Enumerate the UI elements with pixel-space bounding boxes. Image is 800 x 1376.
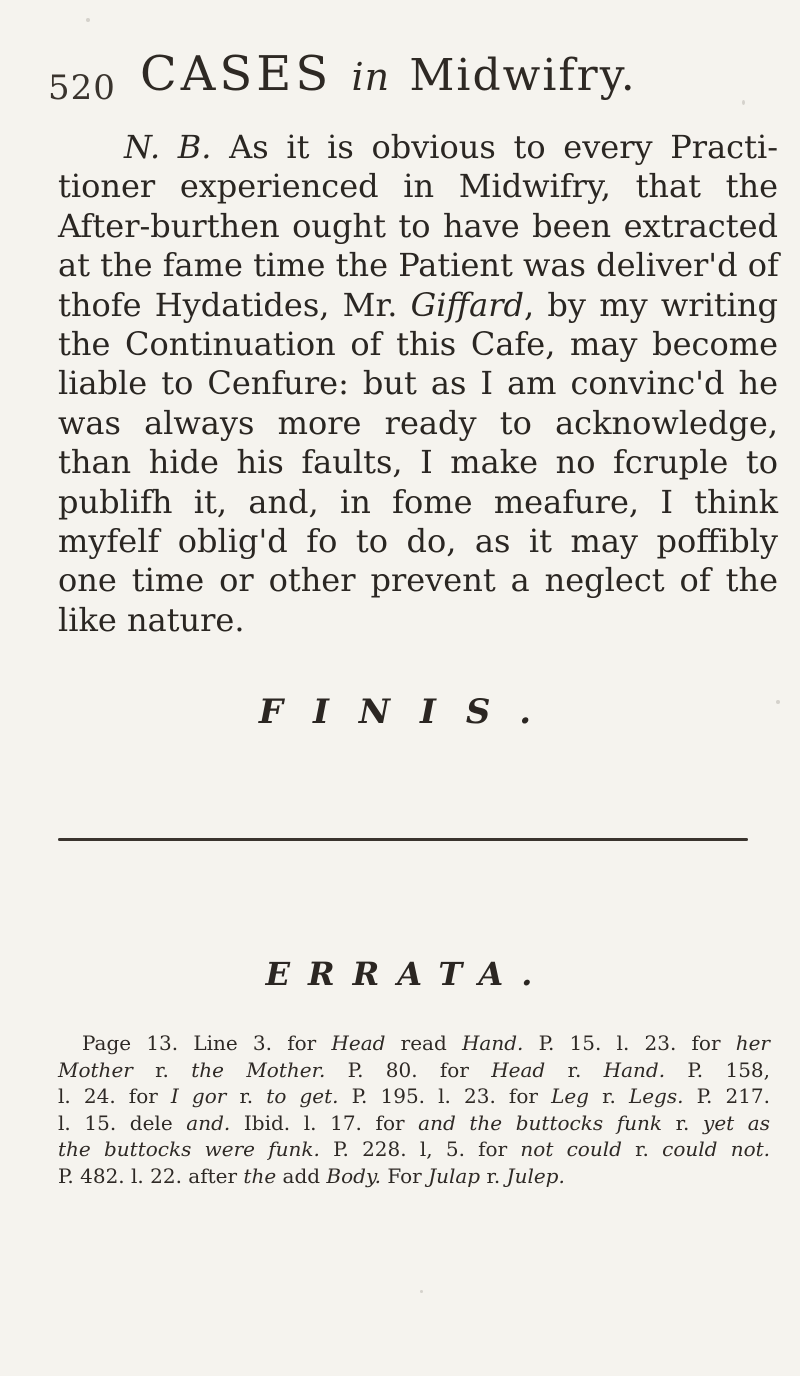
nota-bene-paragraph (58, 128, 778, 640)
errata-line: P. 482. l. 22. after the add Body. For Julap r. Julep. (58, 1163, 565, 1188)
paper-speck (742, 100, 745, 105)
nota-bene-label: N. B. (124, 128, 212, 166)
errata-line: Mother r. the Mother. P. 80. for Head r. Hand. P. 158, (58, 1057, 771, 1082)
paragraph-line: N. B. As it is obvious to every Practi- (124, 128, 779, 166)
paragraph-line: the Continuation of this Cafe, may become (58, 325, 778, 364)
paragraph-line: thofe Hydatides, Mr. Giffard, by my writing (58, 285, 779, 324)
running-title (140, 46, 637, 102)
paragraph-line: like nature. (58, 600, 245, 639)
page-number: 520 (48, 68, 116, 108)
paragraph-line: myfelf oblig'd fo to do, as it may poffibly (58, 522, 778, 561)
errata-line: the buttocks were funk. P. 228. l, 5. for not could r. could not. (58, 1137, 771, 1161)
paragraph-line: liable to Cenfure: but as I am convinc'd he (58, 364, 778, 403)
errata-line: l. 24. for I gor r. to get. P. 195. l. 23. for Leg r. Legs. P. 217. (58, 1084, 771, 1108)
errata-heading: ERRATA. (265, 955, 551, 993)
running-title-in: in (351, 55, 391, 99)
errata-line: l. 15. dele and. Ibid. l. 17. for and the buttocks funk r. yet as (58, 1110, 770, 1135)
running-title-midwifry: Midwifry. (409, 50, 637, 101)
paper-speck (86, 18, 90, 22)
errata-line: Page 13. Line 3. for Head read Hand. P. 15. l. 23. for her (82, 1031, 770, 1055)
paragraph-line: one time or other prevent a neglect of the (58, 561, 778, 600)
running-head (48, 46, 637, 108)
paper-speck (776, 700, 780, 704)
paragraph-line: After-burthen ought to have been extracted (58, 206, 778, 245)
paragraph-line: tioner experienced in Midwifry, that the (58, 167, 778, 206)
paragraph-line: publifh it, and, in fome meafure, I think (58, 482, 778, 521)
person-name: Giffard (410, 285, 524, 324)
paragraph-line: at the fame time the Patient was deliver'd of (58, 246, 779, 285)
paragraph-line: was always more ready to acknowledge, (58, 403, 778, 442)
paragraph-line: than hide his faults, I make no fcruple to (58, 443, 778, 482)
finis-heading: FINIS. (258, 692, 562, 732)
errata-list (58, 1030, 770, 1189)
running-title-cases: CASES (140, 46, 333, 102)
horizontal-rule (58, 838, 748, 841)
paper-speck (420, 1290, 423, 1293)
